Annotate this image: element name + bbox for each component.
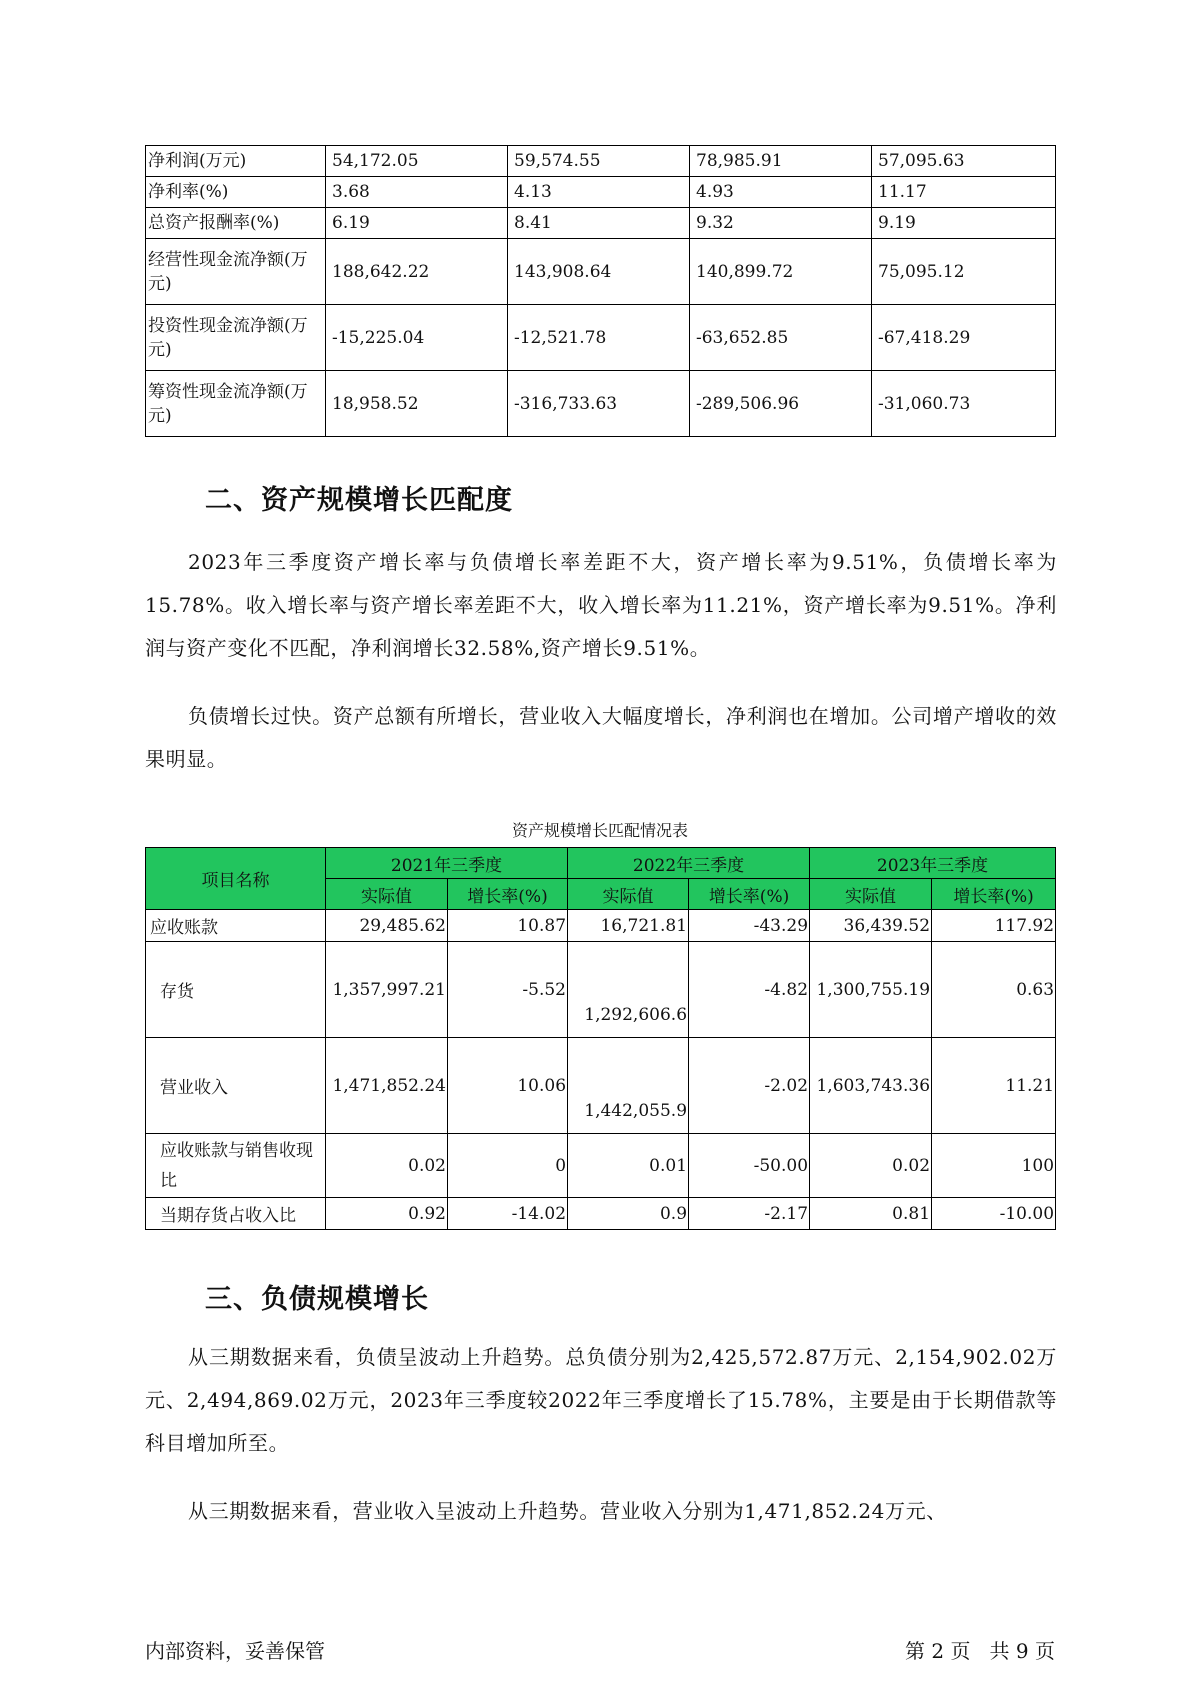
table-caption: 资产规模增长匹配情况表 — [511, 821, 688, 840]
table-cell: -50.00 — [689, 1134, 810, 1198]
table-cell: -43.29 — [689, 910, 810, 942]
table-row — [146, 1038, 1056, 1134]
table-cell: 1,357,997.21 — [326, 942, 448, 1038]
table-cell: 11.21 — [932, 1038, 1056, 1134]
table-cell: 6.19 — [326, 208, 508, 239]
row-label: 存货 — [146, 942, 326, 1038]
table-cell: 143,908.64 — [508, 239, 690, 305]
column-header: 增长率(%) — [448, 879, 568, 910]
table-cell: 1,603,743.36 — [810, 1038, 932, 1134]
table-cell: -2.02 — [689, 1038, 810, 1134]
table-row — [146, 208, 1056, 239]
table-cell: 4.93 — [690, 177, 872, 208]
table-cell: 8.41 — [508, 208, 690, 239]
table-cell: -2.17 — [689, 1198, 810, 1230]
financial-indicators-table — [145, 145, 1056, 437]
section-heading: 三、负债规模增长 — [205, 1284, 429, 1315]
table-row — [146, 1134, 1056, 1198]
column-header: 2023年三季度 — [810, 848, 1056, 879]
table-cell: 59,574.55 — [508, 146, 690, 177]
table-cell: 0.01 — [568, 1134, 689, 1198]
paragraph: 从三期数据来看，负债呈波动上升趋势。总负债分别为2,425,572.87万元、2,154,902.02万元、2,494,869.02万元，2023年三季度较2022年三季度增长了15.78%，主要是由于长期借款等科目增加所至。 — [145, 1345, 1057, 1455]
table-cell: 0.92 — [326, 1198, 448, 1230]
page-number: 第 2 页 共 9 页 — [905, 1639, 1055, 1663]
table-cell: 4.13 — [508, 177, 690, 208]
table-cell: 0.9 — [568, 1198, 689, 1230]
column-header: 增长率(%) — [689, 879, 810, 910]
table-cell: 100 — [932, 1134, 1056, 1198]
table-cell: 1,292,606.6 — [568, 942, 689, 1038]
table-cell: -67,418.29 — [872, 305, 1056, 371]
table-cell: 9.19 — [872, 208, 1056, 239]
row-label: 筹资性现金流净额(万元) — [146, 371, 326, 437]
paragraph: 负债增长过快。资产总额有所增长，营业收入大幅度增长，净利润也在增加。公司增产增收的效果明显。 — [145, 704, 1057, 771]
column-header: 2021年三季度 — [326, 848, 568, 879]
row-label: 经营性现金流净额(万元) — [146, 239, 326, 305]
table-cell: 0.81 — [810, 1198, 932, 1230]
table-cell: 140,899.72 — [690, 239, 872, 305]
table-cell: 0.02 — [326, 1134, 448, 1198]
table-cell: -289,506.96 — [690, 371, 872, 437]
table-cell: 36,439.52 — [810, 910, 932, 942]
table-cell: 9.32 — [690, 208, 872, 239]
table-cell: 1,471,852.24 — [326, 1038, 448, 1134]
row-label: 净利率(%) — [146, 177, 326, 208]
table-cell: 1,442,055.9 — [568, 1038, 689, 1134]
asset-growth-match-table — [145, 847, 1056, 1230]
table-row — [146, 910, 1056, 942]
table-cell: 10.06 — [448, 1038, 568, 1134]
paragraph: 2023年三季度资产增长率与负债增长率差距不大，资产增长率为9.51%，负债增长率为15.78%。收入增长率与资产增长率差距不大，收入增长率为11.21%，资产增长率为9.51%。净利润与资产变化不匹配，净利润增长32.58%,资产增长9.51%。 — [145, 550, 1057, 660]
table-header-row — [146, 848, 1056, 879]
table-cell: 18,958.52 — [326, 371, 508, 437]
table-cell: -5.52 — [448, 942, 568, 1038]
table-cell: 54,172.05 — [326, 146, 508, 177]
table-cell: -10.00 — [932, 1198, 1056, 1230]
table-cell: 1,300,755.19 — [810, 942, 932, 1038]
row-label: 当期存货占收入比 — [146, 1198, 326, 1230]
row-label: 总资产报酬率(%) — [146, 208, 326, 239]
table-cell: -12,521.78 — [508, 305, 690, 371]
table-row — [146, 371, 1056, 437]
paragraph: 从三期数据来看，营业收入呈波动上升趋势。营业收入分别为1,471,852.24万元、 — [188, 1499, 947, 1523]
table-row — [146, 146, 1056, 177]
table-cell: 11.17 — [872, 177, 1056, 208]
footer-confidential-note: 内部资料，妥善保管 — [145, 1639, 325, 1663]
table-cell: 78,985.91 — [690, 146, 872, 177]
table-row — [146, 305, 1056, 371]
table-cell: -316,733.63 — [508, 371, 690, 437]
table-cell: 16,721.81 — [568, 910, 689, 942]
column-header: 项目名称 — [146, 848, 326, 910]
column-header: 增长率(%) — [932, 879, 1056, 910]
table-cell: -15,225.04 — [326, 305, 508, 371]
table-cell: -4.82 — [689, 942, 810, 1038]
table-row — [146, 177, 1056, 208]
table-cell: 10.87 — [448, 910, 568, 942]
table-cell: 29,485.62 — [326, 910, 448, 942]
table-cell: -31,060.73 — [872, 371, 1056, 437]
table-cell: -14.02 — [448, 1198, 568, 1230]
column-header: 2022年三季度 — [568, 848, 810, 879]
table-cell: 0.02 — [810, 1134, 932, 1198]
table-cell: -63,652.85 — [690, 305, 872, 371]
table-cell: 117.92 — [932, 910, 1056, 942]
row-label: 应收账款与销售收现比 — [146, 1134, 326, 1198]
row-label: 营业收入 — [146, 1038, 326, 1134]
column-header: 实际值 — [568, 879, 689, 910]
table-cell: 75,095.12 — [872, 239, 1056, 305]
table-cell: 3.68 — [326, 177, 508, 208]
row-label: 净利润(万元) — [146, 146, 326, 177]
table-cell: 57,095.63 — [872, 146, 1056, 177]
table-row — [146, 942, 1056, 1038]
row-label: 投资性现金流净额(万元) — [146, 305, 326, 371]
table-cell: 0.63 — [932, 942, 1056, 1038]
table-row — [146, 1198, 1056, 1230]
column-header: 实际值 — [326, 879, 448, 910]
table-cell: 0 — [448, 1134, 568, 1198]
table-cell: 188,642.22 — [326, 239, 508, 305]
row-label: 应收账款 — [146, 910, 326, 942]
table-row — [146, 239, 1056, 305]
section-heading: 二、资产规模增长匹配度 — [205, 485, 513, 516]
column-header: 实际值 — [810, 879, 932, 910]
